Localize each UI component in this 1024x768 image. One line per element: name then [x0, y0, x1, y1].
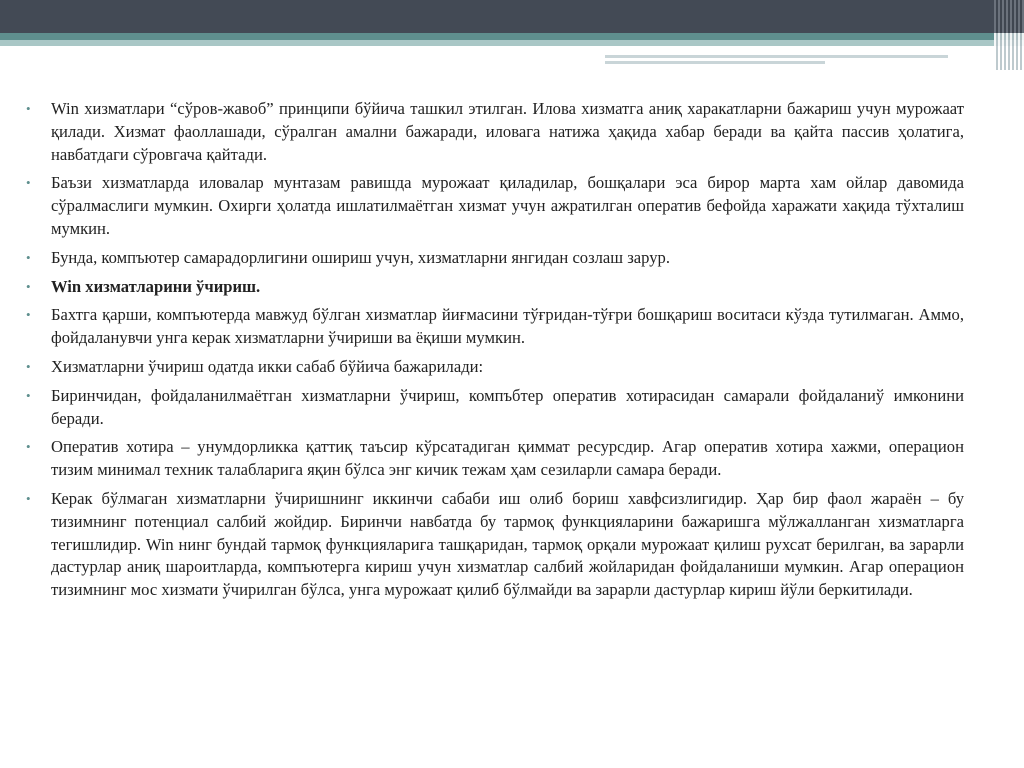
list-item	[24, 488, 964, 602]
list-item	[24, 98, 964, 166]
list-item-heading	[24, 276, 964, 299]
bullet-icon: •	[26, 439, 31, 455]
header-accent-stripe	[0, 33, 1024, 40]
bullet-icon: •	[26, 358, 31, 374]
slide-body	[24, 98, 964, 608]
corner-stripes-decor-dark	[994, 0, 1024, 33]
bullet-list	[24, 98, 964, 602]
header-decor-line-short	[605, 61, 825, 64]
list-item	[24, 247, 964, 270]
bullet-text: Win хизматлари “сўров-жавоб” принципи бўйича ташкил этилган. Илова хизматга аниқ харакатларни бажариш учун мурожаат қилади. Хизмат фаоллашади, сўралган амални бажаради, иловага натижа ҳақида хабар беради ва қайта пассив ҳолатига, навбатдаги сўровгача қайтади.	[51, 99, 964, 164]
list-item	[24, 356, 964, 379]
bullet-text: Бахтга қарши, компъютерда мавжуд бўлган хизматлар йиғмасини тўғридан-тўғри бошқариш воситаси кўзда тутилмаган. Аммо, фойдаланувчи унга керак хизматларни ўчириши ва ёқиши мумкин.	[51, 305, 964, 348]
bullet-icon: •	[26, 175, 31, 191]
list-item	[24, 436, 964, 482]
bullet-text: Оператив хотира – унумдорликка қаттиқ таъсир кўрсатадиган қиммат ресурсдир. Агар оператив хотира хажми, операцион тизим минимал техник талабларига яқин бўлса энг кичик тежам ҳам сезиларли самара беради.	[51, 437, 964, 480]
header-decor-line	[605, 55, 948, 58]
list-item	[24, 172, 964, 240]
bullet-icon: •	[26, 249, 31, 265]
header-bar	[0, 0, 1024, 33]
list-item	[24, 304, 964, 350]
header-accent-stripe-light	[0, 40, 1024, 46]
bullet-icon: •	[26, 307, 31, 323]
bullet-text: Баъзи хизматларда иловалар мунтазам равишда мурожаат қиладилар, бошқалари эса бирор марта хам ойлар давомида сўралмаслиги мумкин. Охирги ҳолатда ишлатилмаётган хизмат учун ажратилган оператив бефойда харажати хақида тўхталиш мумкин.	[51, 173, 964, 238]
bullet-text: Бунда, компъютер самарадорлигини ошириш учун, хизматларни янгидан созлаш зарур.	[51, 247, 670, 267]
bullet-icon: •	[26, 101, 31, 116]
bullet-icon: •	[26, 490, 31, 506]
bullet-text: Хизматларни ўчириш одатда икки сабаб бўйича бажарилади:	[51, 356, 484, 376]
bullet-icon: •	[26, 278, 31, 294]
bullet-text: Биринчидан, фойдаланилмаётган хизматларни ўчириш, компъбтер оператив хотирасидан самарали фойдаланиў имконини беради.	[51, 385, 964, 428]
bullet-heading-text: Win хизматларини ўчириш.	[51, 276, 261, 296]
bullet-icon: •	[26, 387, 31, 403]
list-item	[24, 385, 964, 431]
bullet-text: Керак бўлмаган хизматларни ўчиришнинг иккинчи сабаби иш олиб бориш хавфсизлигидир. Ҳар бир фаол жараён – бу тизимнинг потенциал салбий жойдир. Биринчи навбатда бу тармоқ функцияларини бажаришга мўлжалланган хизматларга тегишлидир. Win нинг бундай тармоқ функцияларига ташқаридан, тармоқ орқали мурожаат қилиш рухсат берилган, ва зарарли дастурлар аниқ шароитларда, компъютерга кириш учун хизматлар салбий жойларидан фойдаланиши мумкин. Агар операцион тизимнинг мос хизмати ўчирилган бўлса, унга мурожаат қилиб бўлмайди ва зарарли дастурлар кириш йўли беркитилади.	[51, 488, 964, 600]
